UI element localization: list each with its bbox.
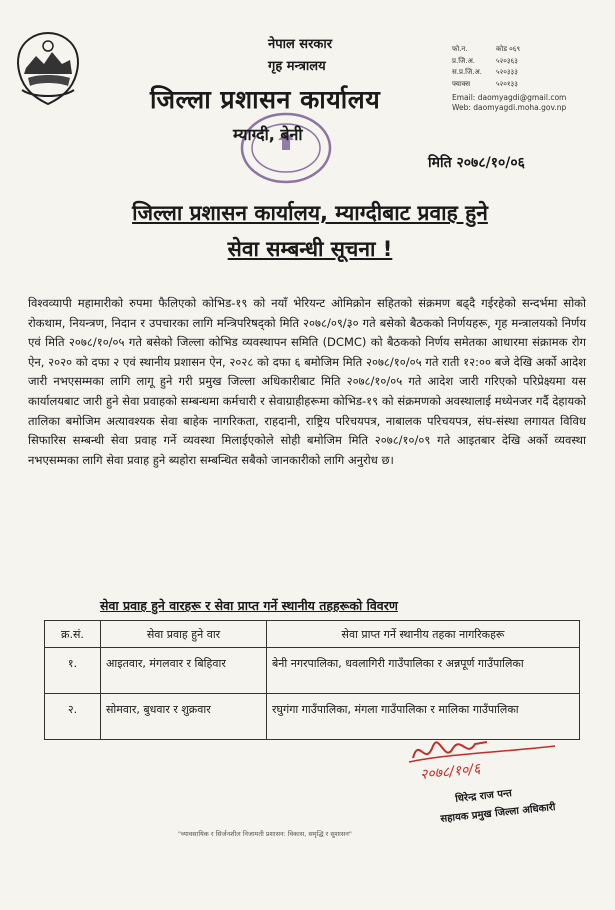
table-cell: २. [45, 694, 101, 740]
fax-row [452, 79, 566, 91]
table-header-row [45, 621, 580, 648]
signature-date: २०७८/१०/६ [419, 760, 482, 784]
contact-value: ५२०१३३ [496, 79, 518, 88]
table-cell: सोमवार, बुधवार र शुक्रवार [101, 694, 267, 740]
column-header: सेवा प्रवाह हुने वार [101, 621, 267, 648]
notice-date: मिति २०७८/१०/०६ [428, 155, 525, 171]
official-title: सहायक प्रमुख जिल्ला अधिकारी [439, 801, 557, 826]
contact-label: प्र.जि.अ. [452, 56, 476, 65]
contact-label: फो.न. [452, 45, 468, 53]
ministry-name: गृह मन्त्रालय [268, 59, 326, 74]
contact-value: ५२०३३३ [496, 68, 518, 76]
table-cell: बेनी नगरपालिका, धवलागिरी गाउँपालिका र अन्नपूर्ण गाउँपालिका [267, 648, 580, 694]
contact-label: फ्याक्स [452, 79, 471, 88]
phone-row [452, 44, 566, 56]
contact-value: ५२०३६३ [496, 56, 518, 65]
notice-body: विश्वव्यापी महामारीको रुपमा फैलिएको कोभिड-१९ को नयाँ भेरियन्ट ओमिक्रोन सहितको संक्रमण बढ्दै गईरहेको सन्दर्भमा सोको रोकथाम, नियन्त्रण, निदान र उपचारका लागि मन्त्रिपरिषद्को मिति २०७८/०९/३० गते बसेको बैठकको निर्णयहरू, गृह मन्त्रालयको निर्णय एवं मिति २०७८/१०/०५ गते बसेको जिल्ला कोभिड व्यवस्थापन समिति (DCMC) को बैठकको निर्णय समेतका आधारमा संक्रामक रोग ऐन, २०२० को दफा २ एवं स्थानीय प्रशासन ऐन, २०२८ को दफा ६ बमोजिम मिति २०७८/१०/०५ गते राती १२:०० बजे देखि अर्को आदेश जारी नभएसम्मका लागि लागू हुने गरी प्रमुख जिल्ला अधिकारीबाट मिति २०७८/१०/०५ गते आदेश जारी गरिएको परिप्रेक्ष्यमा यस कार्यालयबाट जारी हुने सेवा प्रवाहको सम्बन्धमा कर्मचारी र सेवाग्राहीहरूमा कोभिड-१९ को संक्रमणको अवस्थालाई मध्येनजर गर्दै देहायको तालिका बमोजिम अत्यावश्यक सेवा बाहेक नागरिकता, राहदानी, राष्ट्रिय परिचयपत्र, नाबालक परिचयपत्र, संघ-संस्था लगायत विविध सिफारिस सम्बन्धी सेवा प्रवाह गर्ने व्यवस्था मिलाईएकोले सोही बमोजिम मिति २०७८/१०/०९ गते आइतबार देखि अर्को व्यवस्था नभएसम्मका लागि सेवा प्रवाह हुने ब्यहोरा सम्बन्धित सबैको जानकारीको लागि अनुरोध छ। [28, 296, 586, 467]
table-row [45, 648, 580, 694]
government-name: नेपाल सरकार [268, 37, 333, 52]
column-header: क्र.सं. [45, 621, 101, 648]
headline-line-2: सेवा सम्बन्धी सूचना ! [227, 237, 393, 261]
table-cell: आइतवार, मंगलवार र बिहिवार [101, 648, 267, 694]
office-location: म्याग्दी, बेनी [233, 125, 303, 144]
nepal-emblem-icon [14, 30, 82, 106]
website-text: Web: daomyagdi.moha.gov.np [452, 103, 567, 112]
service-schedule-table [44, 620, 580, 740]
contact-value: कोड ०६९ [496, 45, 521, 53]
contact-block [452, 44, 566, 113]
headline-line-1: जिल्ला प्रशासन कार्यालय, म्याग्दीबाट प्रवाह हुने [132, 201, 488, 225]
office-title: जिल्ला प्रशासन कार्यालय [150, 85, 381, 114]
column-header: सेवा प्राप्त गर्ने स्थानीय तहका नागरिकहरू [267, 621, 580, 648]
official-name: धिरेन्द्र राज पन्त [454, 788, 513, 805]
table-cell: रघुगंगा गाउँपालिका, मंगला गाउँपालिका र मालिका गाउँपालिका [267, 694, 580, 740]
footer-slogan: "व्यावसायिक र सिर्जनशील निजामती प्रशासन: विकास, समृद्धि र सुशासन" [178, 830, 352, 838]
office-stamp [238, 110, 334, 186]
cdo-phone-row [452, 56, 566, 68]
acdo-phone-row [452, 67, 566, 79]
table-cell: १. [45, 648, 101, 694]
table-title: सेवा प्रवाह हुने वारहरू र सेवा प्राप्त गर्ने स्थानीय तहहरूको विवरण [100, 598, 398, 613]
email-text: Email: daomyagdi@gmail.com [452, 93, 567, 102]
contact-label: स.प्र.जि.अ. [452, 68, 482, 76]
notice-headline [20, 195, 600, 267]
